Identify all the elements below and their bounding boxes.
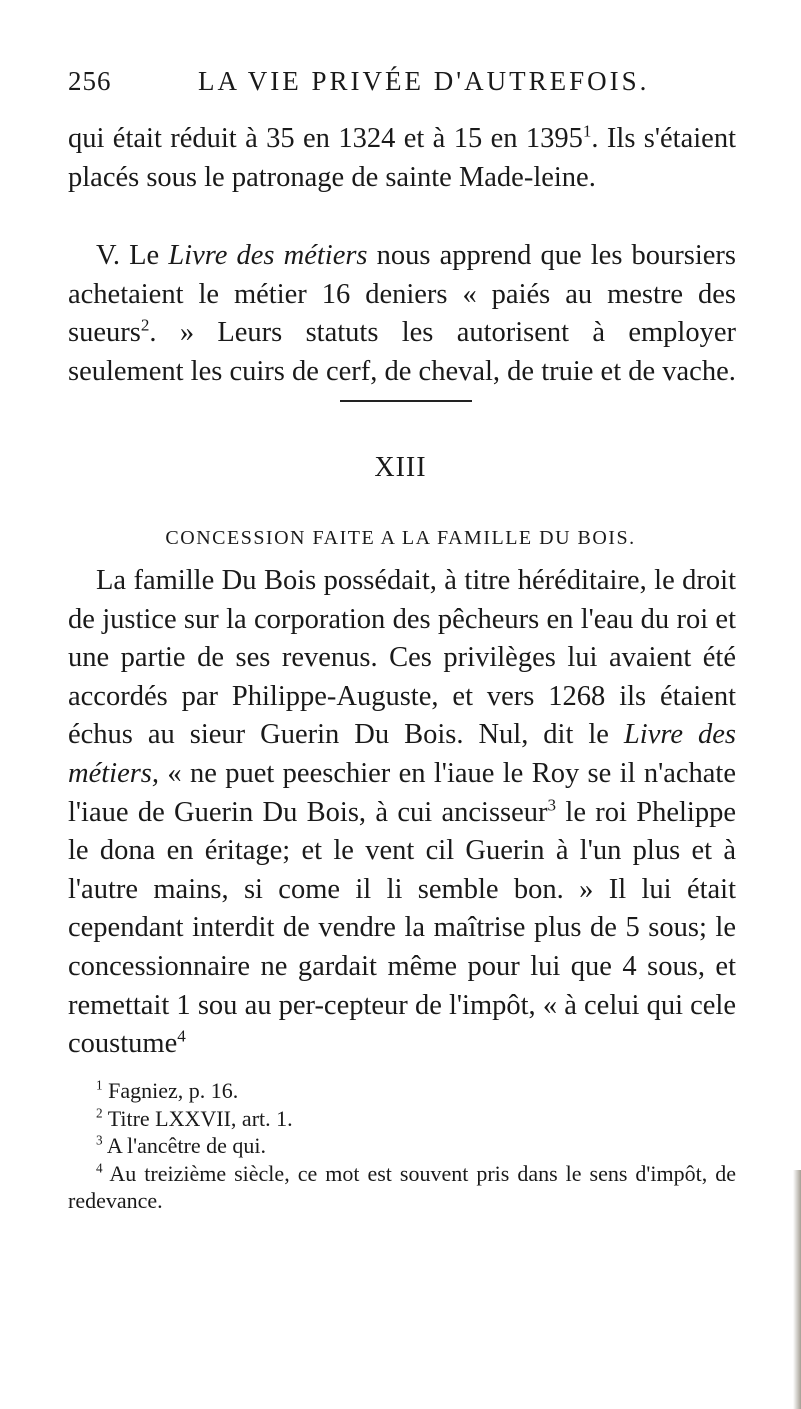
book-title-italic: Livre des métiers xyxy=(168,240,368,271)
footnote-text: A l'ancêtre de qui. xyxy=(102,1133,267,1158)
footnote xyxy=(68,1132,736,1160)
main-paragraph xyxy=(68,562,736,1064)
footnote-ref-2: 2 xyxy=(140,315,150,335)
paragraph-v-text-1: nous apprend que les boursiers achetaient le métier 16 deniers « paiés au mestre des sueurs xyxy=(68,240,736,348)
footnote-ref-3: 3 xyxy=(547,795,557,815)
footnote-ref-1: 1 xyxy=(582,121,592,141)
footnote-text: Fagniez, p. 16. xyxy=(102,1078,239,1103)
section-title: CONCESSION FAITE A LA FAMILLE DU BOIS. xyxy=(165,527,636,549)
opening-paragraph xyxy=(68,120,736,197)
footnote-ref-4: 4 xyxy=(177,1026,186,1046)
page-edge-shadow xyxy=(793,1170,801,1409)
paragraph-v-lead: V. Le xyxy=(96,240,169,271)
paragraph-v xyxy=(68,237,736,391)
footnote xyxy=(68,1077,736,1105)
main-text-1: La famille Du Bois possédait, à titre héréditaire, le droit de justice sur la corporation des pêcheurs en l'eau du roi et une partie de ses revenus. Ces privilèges lui avaient été accordés par Philippe-Auguste, et vers 1268 ils étaient échus au sieur Guerin Du Bois. Nul, dit le xyxy=(68,565,736,751)
running-header xyxy=(68,66,738,106)
opening-text-a: qui était réduit à 35 en 1324 et à 15 en 1395 xyxy=(68,123,583,154)
running-title: LA VIE PRIVÉE D'AUTREFOIS. xyxy=(198,66,650,96)
main-text-2: « ne puet peeschier en l'iaue le Roy se il n'achate l'iaue de Guerin Du Bois, à cui ancisseur xyxy=(68,757,736,828)
main-text-3: le roi Phelippe le dona en éritage; et le vent cil Guerin à l'un plus et à l'autre mains, si come il li semble bon. » Il lui était cependant interdit de vendre la maîtrise plus de 5 sous; le concessionnaire ne gardait même pour lui que 4 sous, et remettait 1 sou au per-cepteur de l'impôt, « à celui qui cele coustume xyxy=(68,796,736,1060)
footnote-mark: 1 xyxy=(96,1077,103,1093)
section-number: XIII xyxy=(374,452,427,483)
section-divider xyxy=(340,400,472,402)
footnote-text: Au treizième siècle, ce mot est souvent pris dans le sens d'impôt, de redevance. xyxy=(68,1160,736,1213)
opening-text-b: . Ils s'étaient placés sous le patronage de sainte Made-leine. xyxy=(68,123,736,193)
footnote-mark: 3 xyxy=(96,1132,103,1148)
footnote-mark: 2 xyxy=(96,1105,103,1121)
footnote xyxy=(68,1160,736,1215)
paragraph-v-text-2: . » Leurs statuts les autorisent à employer seulement les cuirs de cerf, de cheval, de truie et de vache. xyxy=(68,317,736,387)
book-title-italic-2: Livre des métiers, xyxy=(68,719,736,789)
footnote-mark: 4 xyxy=(96,1160,103,1176)
page-number: 256 xyxy=(68,66,112,96)
footnotes xyxy=(68,1077,736,1215)
footnote-text: Titre LXXVII, art. 1. xyxy=(102,1105,293,1131)
footnote xyxy=(68,1105,736,1133)
